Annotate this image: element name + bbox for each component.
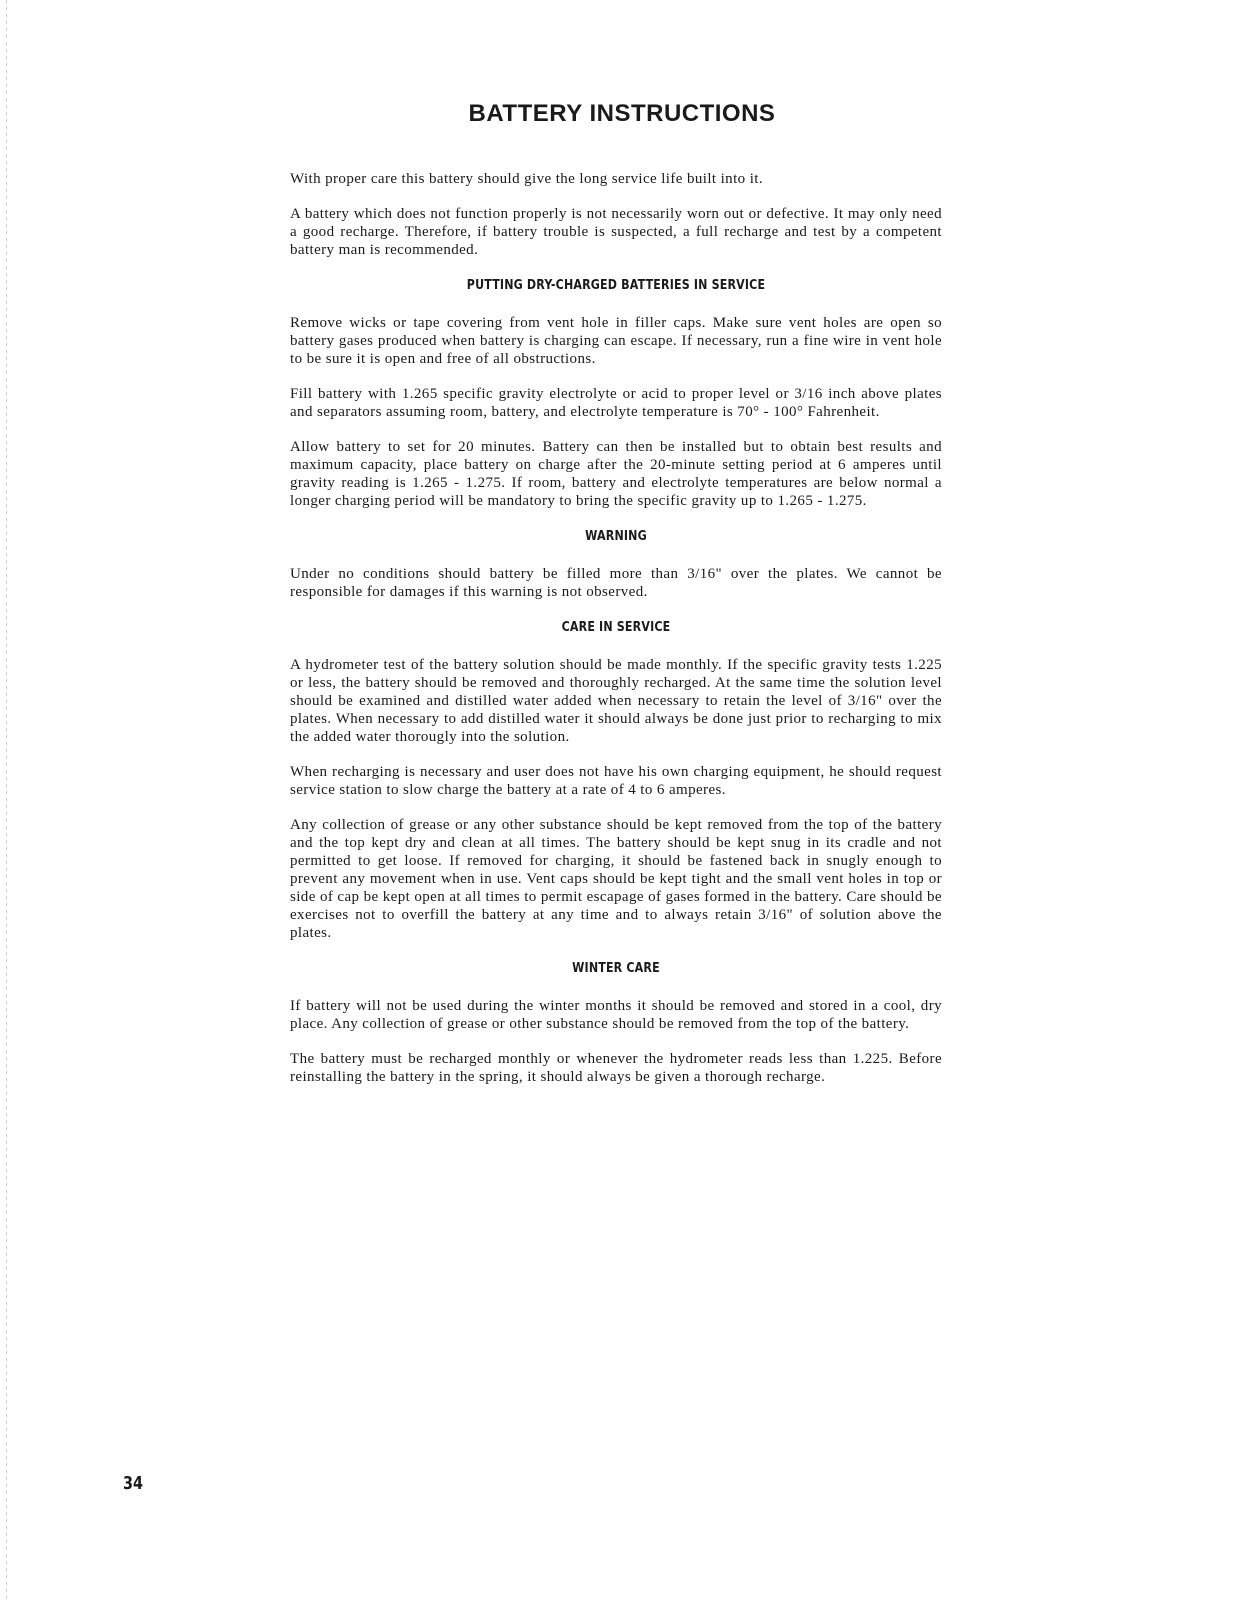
section-heading: WARNING — [585, 528, 647, 544]
section-warning — [290, 527, 942, 601]
page-content — [290, 100, 942, 1103]
section-heading: CARE IN SERVICE — [561, 619, 671, 635]
section-dry-charged — [290, 276, 942, 510]
section-paragraph: A hydrometer test of the battery solution should be made monthly. If the specific gravity tests 1.225 or less, the battery should be removed and thoroughly recharged. At the same time the solution level should be examined and distilled water added when necessary to retain the level of 3/16" over the plates. When necessary to add distilled water it should always be done just prior to recharging to mix the added water thorougly into the solution. — [290, 657, 942, 745]
intro-paragraph: A battery which does not function properly is not necessarily worn out or defective. It may only need a good recharge. Therefore, if battery trouble is suspected, a full recharge and test by a competent battery man is recommended. — [290, 206, 942, 258]
section-paragraph: When recharging is necessary and user does not have his own charging equipment, he should request service station to slow charge the battery at a rate of 4 to 6 amperes. — [290, 764, 942, 798]
section-paragraph: Under no conditions should battery be filled more than 3/16" over the plates. We cannot be responsible for damages if this warning is not observed. — [290, 566, 942, 600]
section-paragraph: Any collection of grease or any other substance should be kept removed from the top of the battery and the top kept dry and clean at all times. The battery should be kept snug in its cradle and not permitted to get loose. If removed for charging, it should be fastened back in snugly enough to prevent any movement when in use. Vent caps should be kept tight and the small vent holes in top or side of cap be kept open at all times to permit escapage of gases formed in the battery. Care should be exercises not to overfill the battery at any time and to always retain 3/16" of solution above the plates. — [290, 817, 942, 941]
section-paragraph: The battery must be recharged monthly or whenever the hydrometer reads less than 1.225. Before reinstalling the battery in the spring, it should always be given a thorough recharge. — [290, 1051, 942, 1085]
section-care-in-service — [290, 618, 942, 942]
section-heading: WINTER CARE — [572, 960, 660, 976]
section-winter-care — [290, 959, 942, 1086]
page-title: BATTERY INSTRUCTIONS — [468, 100, 776, 127]
page-number: 34 — [123, 1473, 144, 1494]
section-paragraph: Allow battery to set for 20 minutes. Battery can then be installed but to obtain best results and maximum capacity, place battery on charge after the 20-minute setting period at 6 amperes until gravity reading is 1.265 - 1.275. If room, battery and electrolyte temperatures are below normal a longer charging period will be mandatory to bring the specific gravity up to 1.265 - 1.275. — [290, 439, 942, 509]
section-paragraph: If battery will not be used during the winter months it should be removed and stored in a cool, dry place. Any collection of grease or other substance should be removed from the top of the battery. — [290, 998, 942, 1032]
binding-edge — [6, 0, 7, 1600]
section-paragraph: Remove wicks or tape covering from vent hole in filler caps. Make sure vent holes are open so battery gases produced when battery is charging can escape. If necessary, run a fine wire in vent hole to be sure it is open and free of all obstructions. — [290, 315, 942, 367]
section-paragraph: Fill battery with 1.265 specific gravity electrolyte or acid to proper level or 3/16 inch above plates and separators assuming room, battery, and electrolyte temperature is 70° - 100° Fahrenheit. — [290, 386, 942, 420]
section-heading: PUTTING DRY-CHARGED BATTERIES IN SERVICE — [466, 277, 766, 293]
intro-paragraph: With proper care this battery should give the long service life built into it. — [290, 171, 763, 187]
